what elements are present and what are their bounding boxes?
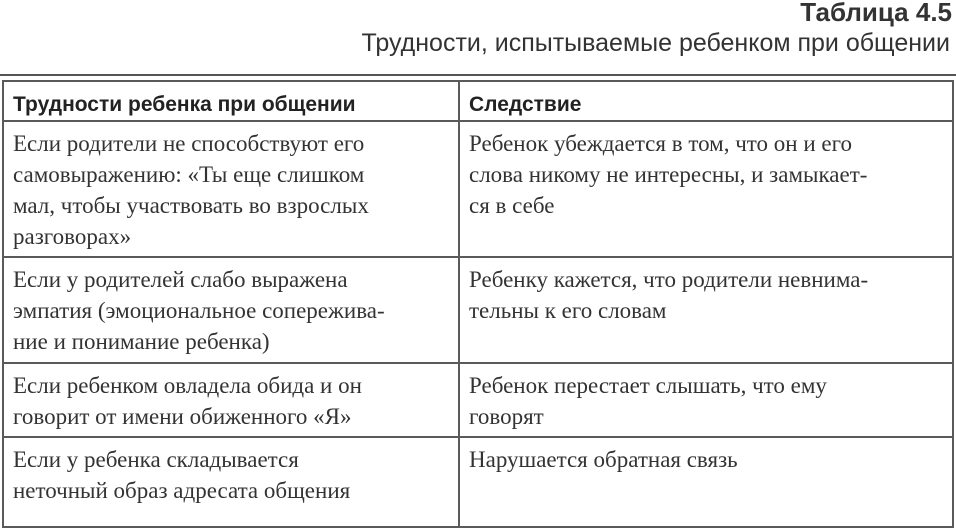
text-line: тельны к его словам	[469, 298, 667, 323]
consequence-cell	[459, 363, 953, 437]
difficulty-cell	[3, 121, 459, 257]
consequence-cell	[459, 257, 953, 363]
table-row	[3, 437, 953, 527]
text-line: Если у ребенка складывается	[13, 447, 299, 472]
table-row	[3, 121, 953, 257]
table-title: Трудности, испытываемые ребенком при общении	[361, 29, 950, 57]
table-row	[3, 363, 953, 437]
difficulty-cell	[3, 363, 459, 437]
header-consequence: Следствие	[459, 81, 953, 121]
text-line: Если у родителей слабо выражена	[13, 267, 348, 292]
text-line: Ребенок перестает слышать, что ему	[469, 373, 827, 398]
consequence-cell	[459, 121, 953, 257]
text-line: говорит от имени обиженного «Я»	[13, 404, 352, 429]
table-number: Таблица 4.5	[800, 0, 952, 27]
difficulties-table	[2, 80, 954, 528]
text-line: Ребенку кажется, что родители невнима-	[469, 267, 869, 292]
text-line: ние и понимание ребенка)	[13, 329, 270, 354]
text-line: разговорах»	[13, 224, 132, 249]
text-line: говорят	[469, 404, 544, 429]
difficulty-cell	[3, 437, 459, 527]
consequence-cell	[459, 437, 953, 527]
text-line: слова никому не интересны, и замыкает-	[469, 162, 868, 187]
table-row	[3, 257, 953, 363]
text-line: самовыражению: «Ты еще слишком	[13, 162, 365, 187]
text-line: эмпатия (эмоциональное сопережива-	[13, 298, 385, 323]
text-line: Ребенок убеждается в том, что он и его	[469, 131, 852, 156]
title-divider	[0, 74, 956, 76]
text-line: неточный образ адресата общения	[13, 478, 351, 503]
header-difficulties: Трудности ребенка при общении	[3, 81, 459, 121]
text-line: Если родители не способствуют его	[13, 131, 365, 156]
difficulty-cell	[3, 257, 459, 363]
text-line: Если ребенком овладела обида и он	[13, 373, 362, 398]
text-line: Нарушается обратная связь	[469, 447, 738, 472]
text-line: ся в себе	[469, 193, 555, 218]
text-line: мал, чтобы участвовать во взрослых	[13, 193, 369, 218]
table-header-row	[3, 81, 953, 121]
